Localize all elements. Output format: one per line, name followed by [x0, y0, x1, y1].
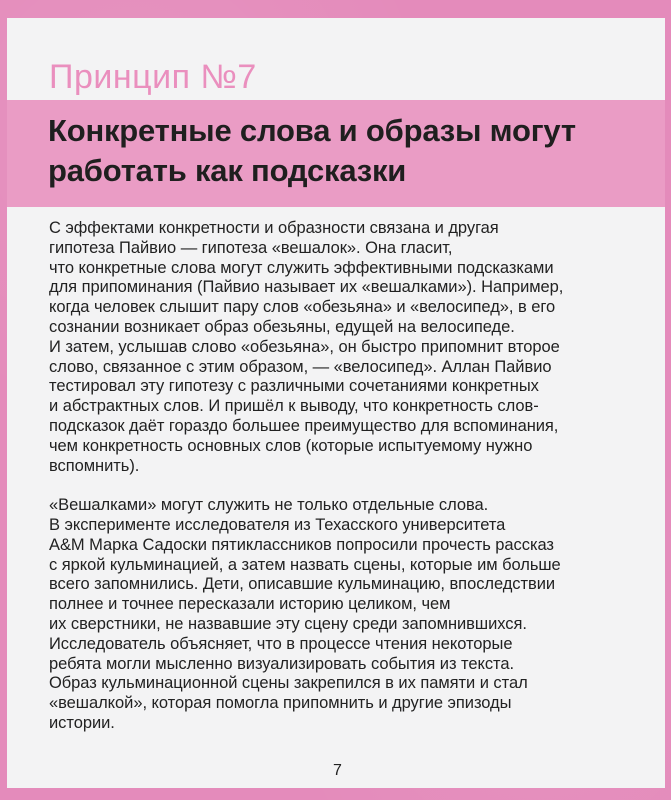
title-line-1: Конкретные слова и образы могут [48, 113, 576, 148]
paragraph-spacer [49, 476, 641, 496]
paragraph-1-line-8: слово, связанное с этим образом, — «велосипед». Аллан Пайвио [49, 357, 552, 376]
paragraph-2-line-8: Исследователь объясняет, что в процессе чтения некоторые [49, 634, 513, 653]
paragraph-2-line-5: всего запомнились. Дети, описавшие кульминацию, впоследствии [49, 575, 556, 594]
paragraph-2-line-10: Образ кульминационной сцены закрепился в их памяти и стал [49, 674, 528, 693]
paragraph-2-line-11: «вешалкой», которая помогла припомнить и другие эпизоды [49, 694, 512, 713]
paragraph-2-line-1: «Вешалками» могут служить не только отдельные слова. [49, 496, 489, 515]
paragraph-1-line-7: И затем, услышав слово «обезьяна», он быстро припомнит второе [49, 337, 560, 356]
article-body [49, 219, 641, 734]
paragraph-1-line-12: чем конкретность основных слов (которые испытуемому нужно [49, 436, 533, 455]
paragraph-2-line-4: с яркой кульминацией, а затем назвать сцены, которые им больше [49, 555, 561, 574]
paragraph-2 [49, 496, 641, 734]
paragraph-1-line-10: и абстрактных слов. И пришёл к выводу, что конкретность слов- [49, 397, 539, 416]
page-number: 7 [333, 762, 342, 779]
paragraph-2-line-9: ребята могли мысленно визуализировать события из текста. [49, 654, 515, 673]
paragraph-2-line-7: их сверстники, не назвавшие эту сцену среди запомнившихся. [49, 614, 527, 633]
paragraph-1-line-13: вспомнить). [49, 456, 140, 475]
paragraph-1-line-2: гипотеза Пайвио — гипотеза «вешалок». Она гласит, [49, 238, 453, 257]
paragraph-1-line-9: тестировал эту гипотезу с различными сочетаниями конкретных [49, 377, 539, 396]
paragraph-1-line-1: С эффектами конкретности и образности связана и другая [49, 219, 499, 237]
paragraph-1-line-6: сознании возникает образ обезьяны, едущей на велосипеде. [49, 317, 515, 336]
paragraph-2-line-2: В эксперименте исследователя из Техасского университета [49, 515, 506, 534]
content-card [7, 18, 665, 788]
title-band [7, 100, 665, 207]
section-label: Принцип №7 [49, 58, 257, 96]
paragraph-2-line-12: истории. [49, 713, 115, 732]
paragraph-1-line-4: для припоминания (Пайвио называет их «вешалками»). Например, [49, 278, 564, 297]
paragraph-1 [49, 219, 641, 476]
paragraph-2-line-3: A&M Марка Садоски пятиклассников попросили прочесть рассказ [49, 535, 554, 554]
title-line-2: работать как подсказки [48, 153, 407, 188]
paragraph-2-line-6: полнее и точнее пересказали историю целиком, чем [49, 595, 451, 614]
paragraph-1-line-3: что конкретные слова могут служить эффективными подсказками [49, 258, 554, 277]
page-title [48, 111, 628, 191]
paragraph-1-line-5: когда человек слышит пару слов «обезьяна» и «велосипед», в его [49, 298, 556, 317]
paragraph-1-line-11: подсказок даёт гораздо большее преимущество для вспоминания, [49, 416, 559, 435]
